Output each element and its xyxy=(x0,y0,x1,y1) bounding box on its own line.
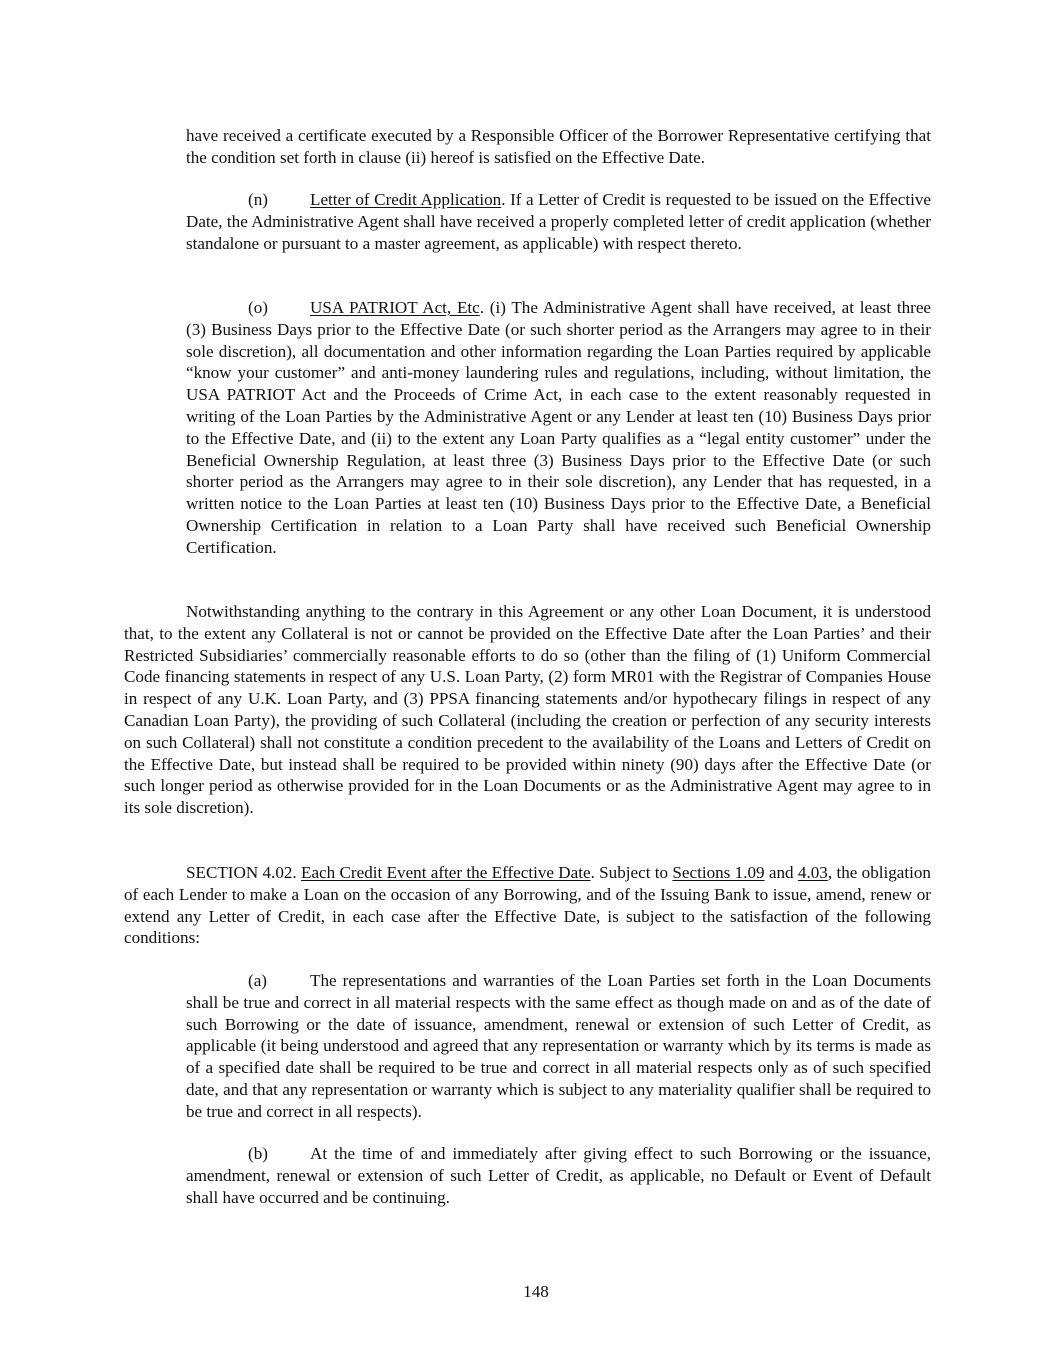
clause-b-paragraph xyxy=(186,1143,931,1208)
clause-o-text: (i) The Administrative Agent shall have received, at least three (3) Business Days prior to the Effective Date (or such shorter period as the Arrangers may agree to in their sole discretion), all documentation and other information regarding the Loan Parties required by applicable “know your customer” and anti-money laundering rules and regulations, including, without limitation, the USA PATRIOT Act and the Proceeds of Crime Act, in each case to the extent reasonably requested in writing of the Loan Parties by the Administrative Agent or any Lender at least ten (10) Business Days prior to the Effective Date, and (ii) to the extent any Loan Party qualifies as a “legal entity customer” under the Beneficial Ownership Regulation, at least three (3) Business Days prior to the Effective Date (or such shorter period as the Arrangers may agree to in their sole discretion), any Lender that has requested, in a written notice to the Loan Parties at least ten (10) Business Days prior to the Effective Date, a Beneficial Ownership Certification in relation to a Loan Party shall have received such Beneficial Ownership Certification. xyxy=(186,298,931,557)
clause-a-paragraph xyxy=(186,970,931,1123)
intro-paragraph: have received a certificate executed by a Responsible Officer of the Borrower Representative certifying that the condition set forth in clause (ii) hereof is satisfied on the Effective Date. xyxy=(186,126,931,167)
clause-o-paragraph: (o) USA PATRIOT Act, Etc. (i) The Administrative Agent shall have received, at least three (3) Business Days prior to the Effective Date (or such shorter period as the Arrangers may agree to in their sole discretion), all documentation and other information regarding the Loan Parties required by applicable “know your customer” and anti-money laundering rules and regulations, including, without limitation, the USA PATRIOT Act and the Proceeds of Crime Act, in each case to the extent reasonably requested in writing of the Loan Parties by the Administrative Agent or any Lender at least ten (10) Business Days prior to the Effective Date, and (ii) to the extent any Loan Party qualifies as a “legal entity customer” under the Beneficial Ownership Regulation, at least three (3) Business Days prior to the Effective Date (or such shorter period as the Arrangers may agree to in their sole discretion), any Lender that has requested, in a written notice to the Loan Parties at least ten (10) Business Days prior to the Effective Date, a Beneficial Ownership Certification in relation to a Loan Party shall have received such Beneficial Ownership Certification. xyxy=(186,298,931,557)
notwithstanding-paragraph xyxy=(124,601,931,819)
page-number: 148 xyxy=(523,1282,549,1301)
section-text-3: , the obligation of each Lender to make a Loan on the occasion of any Borrowing, and of the Issuing Bank to issue, amend, renew or extend any Letter of Credit, in each case after the Effective Date, is subject to the satisfaction of the following conditions: xyxy=(124,863,931,948)
section-ref-4-03: 4.03 xyxy=(797,863,828,882)
section-number: SECTION 4.02. xyxy=(186,863,302,882)
section-ref-1-09: Sections 1.09 xyxy=(672,863,765,882)
clause-n-label: (n) xyxy=(248,190,268,209)
clause-n-paragraph: (n) Letter of Credit Application. If a Letter of Credit is requested to be issued on the Effective Date, the Administrative Agent shall have received a properly completed letter of credit application (whether standalone or pursuant to a master agreement, as applicable) with respect thereto. xyxy=(186,190,931,253)
section-text-1: . Subject to xyxy=(590,863,673,882)
clause-b-label: (b) xyxy=(248,1144,268,1163)
section-4-02-paragraph xyxy=(124,862,931,949)
section-heading: Each Credit Event after the Effective Date xyxy=(301,863,591,882)
notwithstanding-text: Notwithstanding anything to the contrary in this Agreement or any other Loan Document, it is understood that, to the extent any Collateral is not or cannot be provided on the Effective Date after the Loan Parties’ and their Restricted Subsidiaries’ commercially reasonable efforts to do so (other than the filing of (1) Uniform Commercial Code financing statements in respect of any U.S. Loan Party, (2) form MR01 with the Registrar of Companies House in respect of any U.K. Loan Party, and (3) PPSA financing statements and/or hypothecary filings in respect of any Canadian Loan Party), the providing of such Collateral (including the creation or perfection of any security interests on such Collateral) shall not constitute a condition precedent to the availability of the Loans and Letters of Credit on the Effective Date, but instead shall be required to be provided within ninety (90) days after the Effective Date (or such longer period as otherwise provided for in the Loan Documents or as the Administrative Agent may agree to in its sole discretion). xyxy=(124,602,931,818)
clause-a-label: (a) xyxy=(248,971,267,990)
clause-b-text: At the time of and immediately after giving effect to such Borrowing or the issuance, amendment, renewal or extension of such Letter of Credit, as applicable, no Default or Event of Default shall have occurred and be continuing. xyxy=(186,1144,931,1207)
clause-n-heading: Letter of Credit Application xyxy=(310,190,502,209)
clause-a-text: The representations and warranties of the Loan Parties set forth in the Loan Documents shall be true and correct in all material respects with the same effect as though made on and as of the date of such Borrowing or the date of issuance, amendment, renewal or extension of such Letter of Credit, as applicable (it being understood and agreed that any representation or warranty which by its terms is made as of a specified date shall be required to be true and correct in all material respects only as of such specified date, and that any representation or warranty which is subject to any materiality qualifier shall be required to be true and correct in all respects). xyxy=(186,971,931,1121)
clause-o-label: (o) xyxy=(248,298,268,317)
clause-o-heading: USA PATRIOT Act, Etc xyxy=(310,298,480,317)
clause-n-text: If a Letter of Credit is requested to be issued on the Effective Date, the Administrative Agent shall have received a properly completed letter of credit application (whether standalone or pursuant to a master agreement, as applicable) with respect thereto. xyxy=(186,190,931,253)
section-text-2: and xyxy=(764,863,798,882)
